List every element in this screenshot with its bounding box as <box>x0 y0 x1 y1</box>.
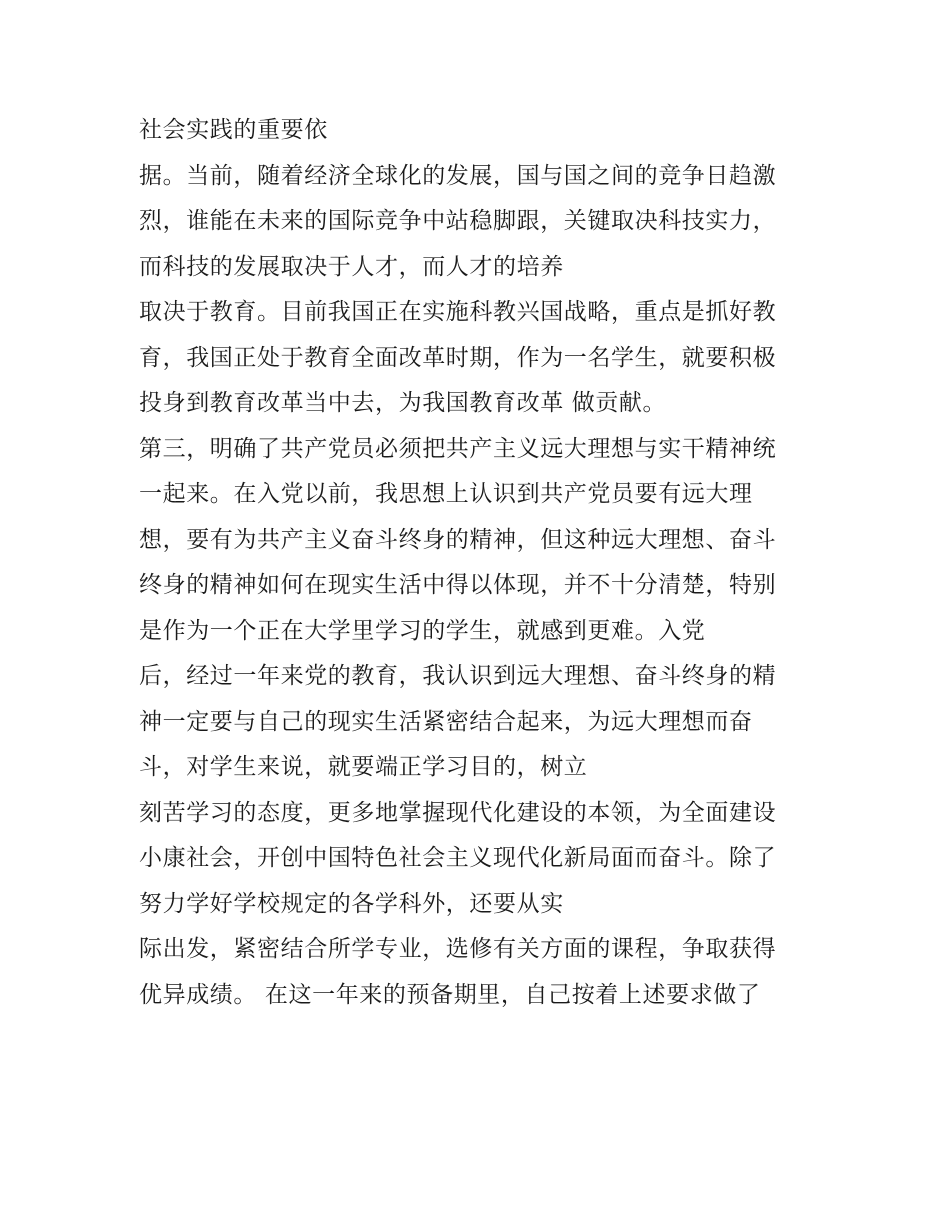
text-line: 烈，谁能在未来的国际竞争中站稳脚跟，关键取决科技实力， <box>139 208 777 234</box>
text-line: 想，要有为共产主义奋斗终身的精神，但这种远大理想、奋斗 <box>139 526 777 553</box>
text-line: 是作为一个正在大学里学习的学生，就感到更难。入党 <box>139 617 706 644</box>
text-line: 第三，明确了共产党员必须把共产主义远大理想与实干精神统 <box>139 435 777 462</box>
text-line: 优异成绩。 在这一年来的预备期里，自己按着上述要求做了 <box>139 981 761 1008</box>
text-line: 斗，对学生来说，就要端正学习目的，树立 <box>139 754 588 780</box>
text-line: 一起来。在入党以前，我思想上认识到共产党员要有远大理 <box>139 481 753 507</box>
text-line: 刻苦学习的态度，更多地掌握现代化建设的本领，为全面建设 <box>139 799 777 826</box>
text-line: 后，经过一年来党的教育，我认识到远大理想、奋斗终身的精 <box>139 663 777 689</box>
document-body <box>139 108 819 1018</box>
text-line: 神一定要与自己的现实生活紧密结合起来，为远大理想而奋 <box>139 708 753 735</box>
text-line: 育，我国正处于教育全面改革时期，作为一名学生，就要积极 <box>139 344 777 371</box>
text-line: 取决于教育。目前我国正在实施科教兴国战略，重点是抓好教 <box>139 299 777 325</box>
text-line: 努力学好学校规定的各学科外，还要从实 <box>139 890 564 917</box>
text-line: 据。当前，随着经济全球化的发展，国与国之间的竞争日趋激 <box>139 162 777 189</box>
text-line: 投身到教育改革当中去，为我国教育改革 做贡献。 <box>139 390 667 416</box>
text-line: 小康社会，开创中国特色社会主义现代化新局面而奋斗。除了 <box>139 845 777 871</box>
text-line: 终身的精神如何在现实生活中得以体现，并不十分清楚，特别 <box>139 572 777 598</box>
text-line: 际出发，紧密结合所学专业，选修有关方面的课程，争取获得 <box>139 936 777 962</box>
text-line: 而科技的发展取决于人才，而人才的培养 <box>139 253 564 280</box>
text-line: 社会实践的重要依 <box>139 117 328 143</box>
